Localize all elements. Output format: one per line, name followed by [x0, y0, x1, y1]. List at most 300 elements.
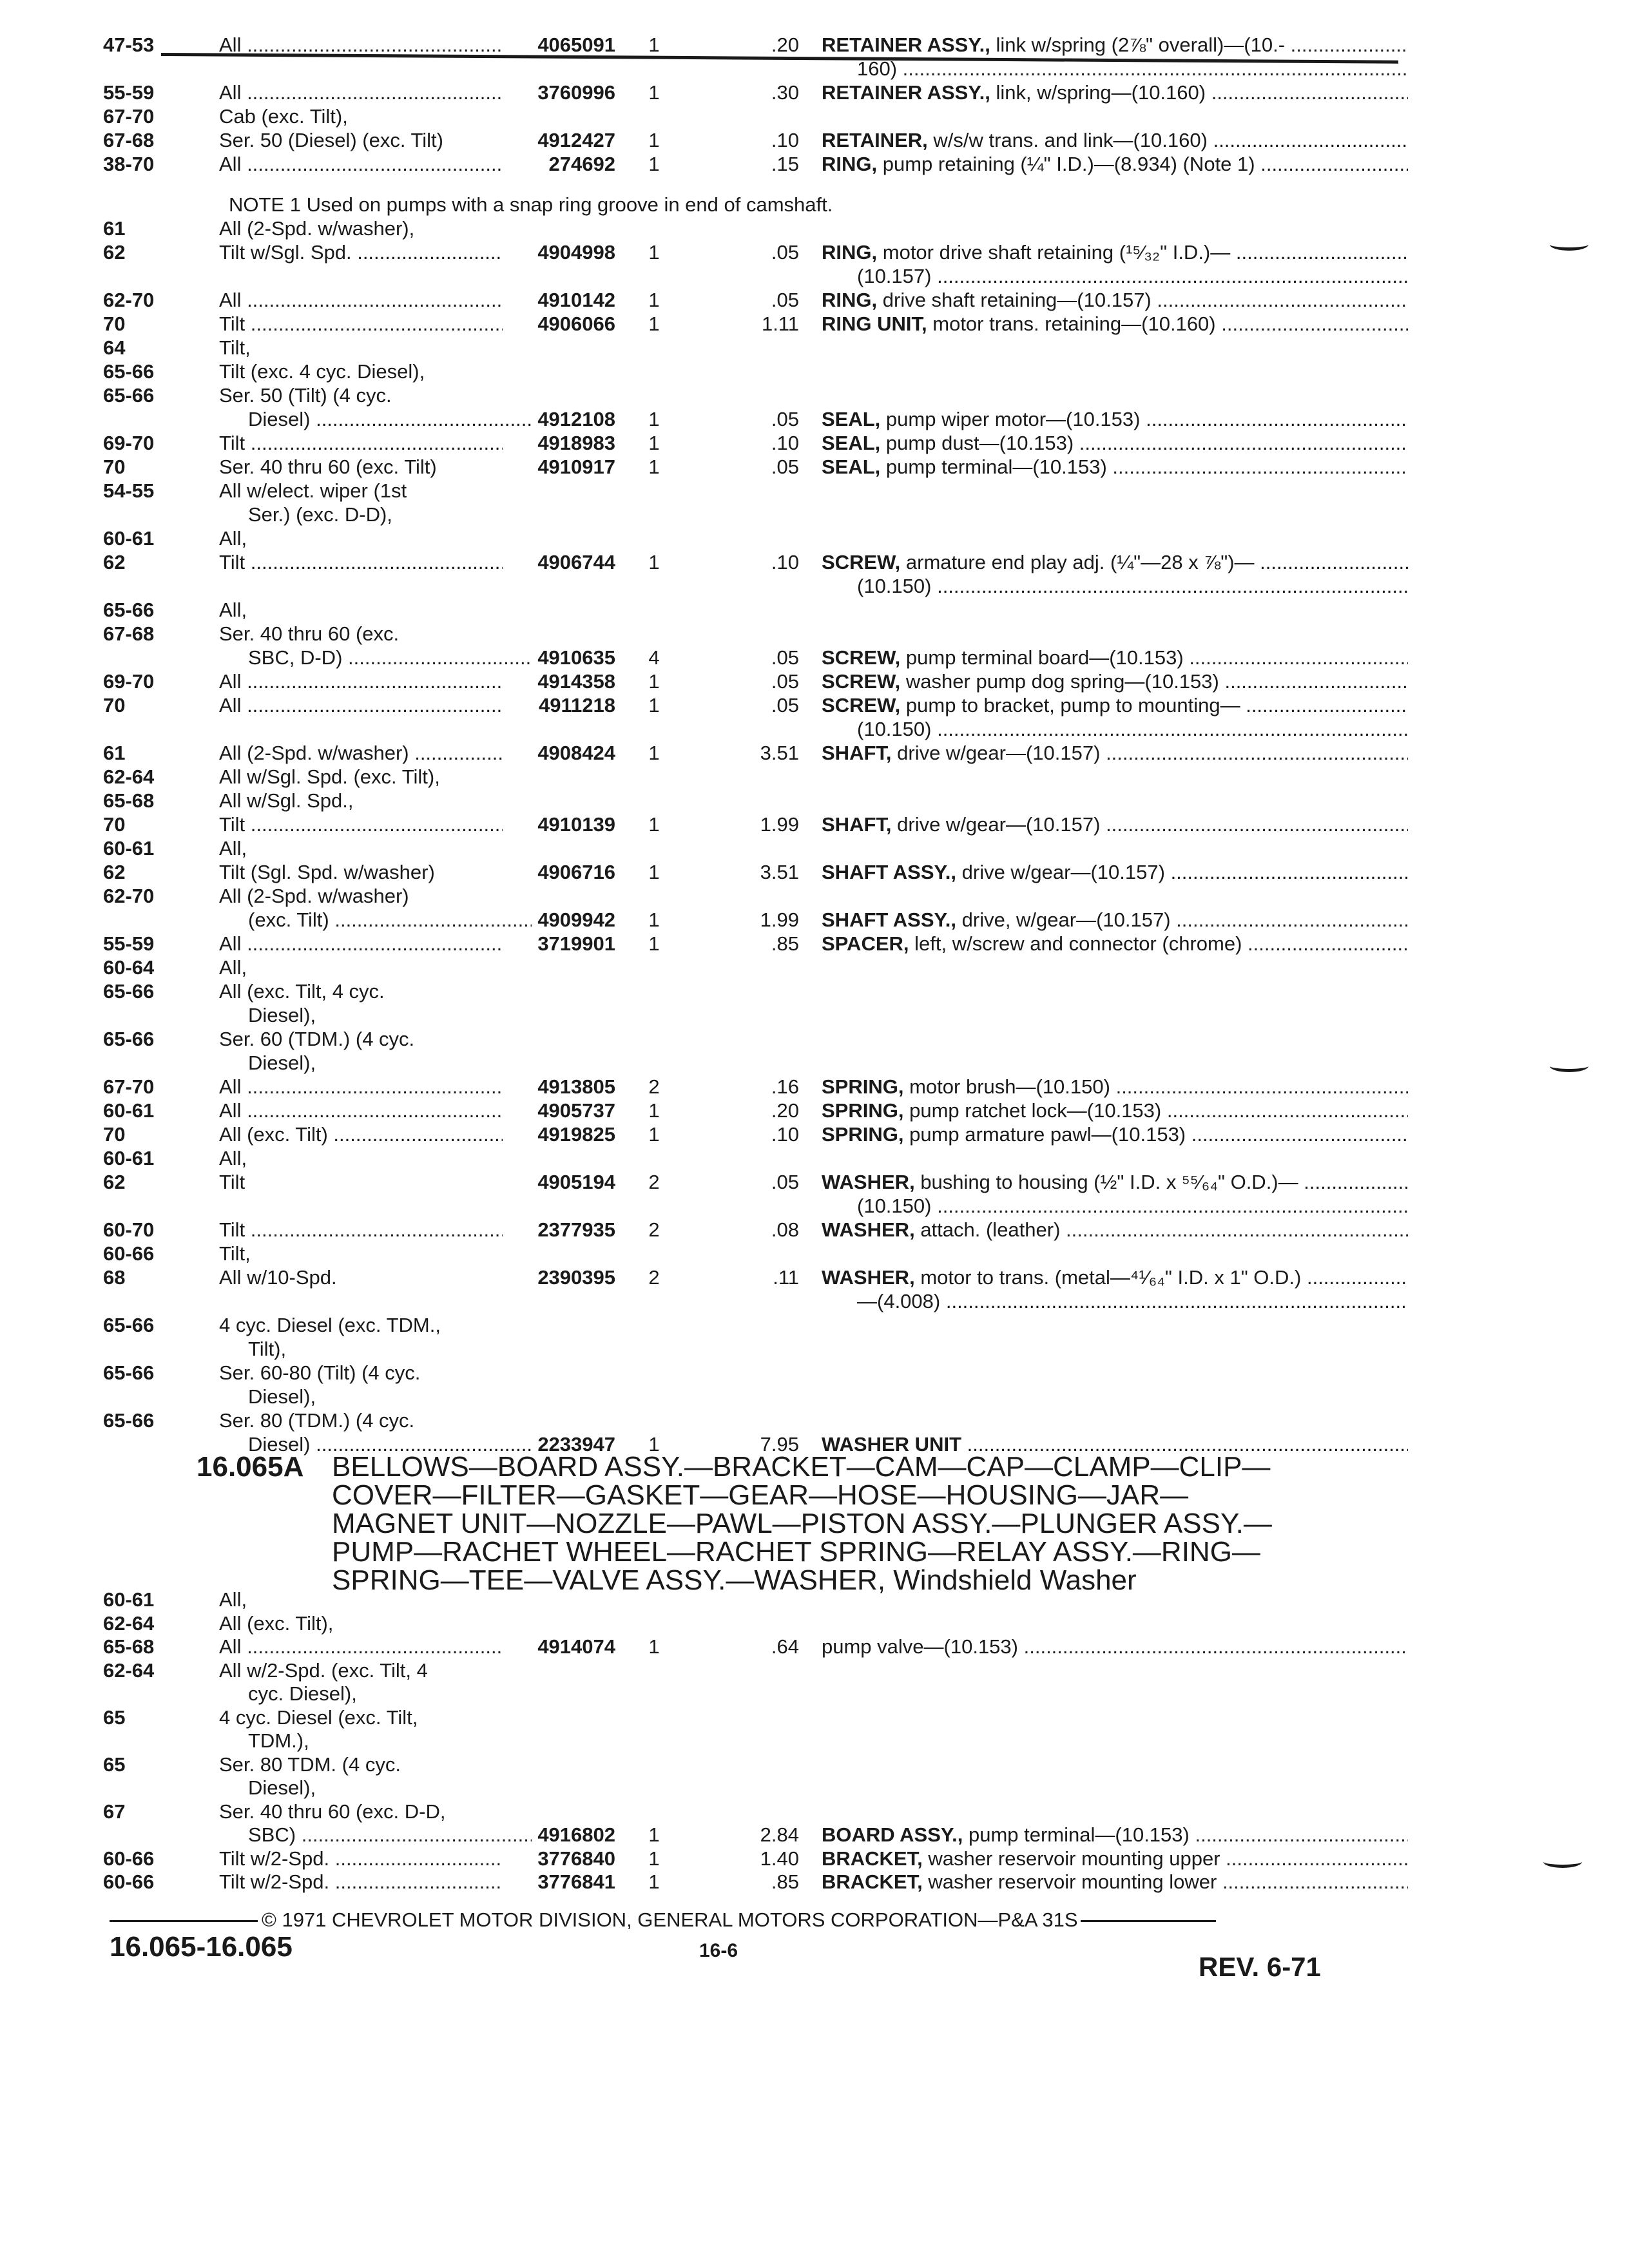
group-title-line: SPRING—TEE—VALVE ASSY.—WASHER, Windshield Washer — [332, 1564, 1137, 1596]
table-row — [0, 57, 1629, 81]
model-years: 65-66 — [103, 599, 155, 621]
model-years: 60-64 — [103, 956, 155, 979]
list-price: .05 — [771, 646, 799, 669]
application-description: All w/Sgl. Spd., — [219, 789, 354, 812]
part-number: 2390395 — [537, 1266, 615, 1289]
table-row — [0, 980, 1629, 1003]
list-price: .10 — [771, 1123, 799, 1146]
table-row — [0, 1385, 1629, 1408]
part-detail: link, w/spring—(10.160) — [996, 81, 1206, 104]
quantity: 1 — [648, 432, 660, 454]
part-name: BRACKET, — [822, 1847, 923, 1870]
application-description: Diesel), — [248, 1776, 316, 1799]
table-row — [0, 1800, 1629, 1823]
model-years: 54-55 — [103, 479, 155, 502]
application-description: Diesel), — [248, 1052, 316, 1074]
part-number: 4910917 — [537, 456, 615, 478]
table-row — [0, 1028, 1629, 1051]
model-years: 70 — [103, 312, 126, 335]
application-description: 4 cyc. Diesel (exc. Tilt, — [219, 1706, 418, 1729]
model-years: 62 — [103, 241, 126, 264]
part-detail: drive shaft retaining—(10.157) — [882, 289, 1152, 311]
part-description — [822, 861, 1408, 884]
application-description: Tilt, — [219, 336, 251, 359]
application-description: Tilt ..... — [219, 432, 503, 455]
application-description: Diesel), — [248, 1385, 316, 1408]
part-description — [822, 932, 1408, 956]
table-row — [0, 765, 1629, 789]
table-row — [0, 908, 1629, 932]
table-row — [0, 1099, 1629, 1122]
application-description: Tilt (Sgl. Spd. w/washer) — [219, 861, 435, 883]
part-detail: pump wiper motor—(10.153) — [885, 408, 1141, 430]
table-row — [0, 312, 1629, 336]
footer-rule-left — [110, 1920, 258, 1922]
part-number: 3760996 — [537, 81, 615, 104]
list-price: .05 — [771, 694, 799, 716]
part-name: SCREW, — [822, 694, 901, 716]
model-years: 60-61 — [103, 1588, 155, 1611]
part-name: SHAFT ASSY., — [822, 861, 956, 883]
application-description: All ..... — [219, 932, 503, 956]
application-description: Ser. 60 (TDM.) (4 cyc. — [219, 1028, 415, 1050]
part-detail: drive w/gear—(10.157) — [897, 742, 1101, 764]
quantity: 1 — [648, 694, 660, 716]
part-description — [822, 1075, 1408, 1099]
part-number: 4909942 — [537, 908, 615, 931]
application-description: All ..... — [219, 1075, 503, 1099]
application-description: SBC, D-D) ..... — [248, 646, 532, 669]
table-row — [0, 129, 1629, 152]
quantity: 4 — [648, 646, 660, 669]
table-row — [0, 456, 1629, 479]
model-years: 60-70 — [103, 1218, 155, 1241]
part-description — [822, 1635, 1408, 1658]
application-description: All, — [219, 527, 247, 550]
model-years: 60-61 — [103, 1147, 155, 1169]
part-detail: drive w/gear—(10.157) — [897, 813, 1101, 836]
part-number: 2377935 — [537, 1218, 615, 1241]
model-years: 62 — [103, 861, 126, 883]
part-detail: pump terminal board—(10.153) — [905, 646, 1184, 669]
table-row — [0, 105, 1629, 128]
part-number: 4914074 — [537, 1635, 615, 1658]
table-row — [0, 885, 1629, 908]
table-row — [0, 789, 1629, 812]
table-row — [0, 1706, 1629, 1729]
table-row — [0, 81, 1629, 104]
part-description — [822, 742, 1408, 765]
quantity: 1 — [648, 670, 660, 693]
model-years: 47-53 — [103, 34, 155, 56]
part-description-continued: 160) ..... — [857, 57, 1408, 81]
part-number: 4906744 — [537, 551, 615, 573]
application-description: All ..... — [219, 1635, 503, 1658]
application-description: Ser. 40 thru 60 (exc. D-D, — [219, 1800, 446, 1823]
binder-mark-icon — [1550, 1060, 1588, 1073]
table-row — [0, 432, 1629, 455]
table-row — [0, 527, 1629, 550]
list-price: 3.51 — [760, 861, 799, 883]
part-name: WASHER, — [822, 1266, 915, 1289]
model-years: 67-68 — [103, 129, 155, 151]
table-row — [0, 646, 1629, 669]
part-name: WASHER, — [822, 1171, 915, 1193]
quantity: 1 — [648, 1870, 660, 1893]
application-description: SBC) ..... — [248, 1823, 532, 1847]
application-description: All, — [219, 1147, 247, 1169]
table-row — [0, 384, 1629, 407]
table-row — [0, 694, 1629, 717]
list-price: .15 — [771, 153, 799, 175]
part-detail: pump dust—(10.153) — [885, 432, 1074, 454]
model-years: 68 — [103, 1266, 126, 1289]
model-years: 65-66 — [103, 1361, 155, 1384]
part-name: RETAINER ASSY., — [822, 81, 990, 104]
part-detail: drive w/gear—(10.157) — [961, 861, 1165, 883]
part-number: 4912108 — [537, 408, 615, 430]
part-number: 4910142 — [537, 289, 615, 311]
list-price: 1.99 — [760, 908, 799, 931]
table-row — [0, 1147, 1629, 1170]
part-description — [822, 1099, 1408, 1122]
part-detail: washer reservoir mounting lower — [928, 1870, 1217, 1893]
part-name: SHAFT, — [822, 813, 892, 836]
application-description: Tilt ..... — [219, 312, 503, 336]
quantity: 1 — [648, 932, 660, 955]
quantity: 1 — [648, 908, 660, 931]
part-name: SPRING, — [822, 1123, 904, 1146]
quantity: 1 — [648, 289, 660, 311]
part-number: 4905737 — [537, 1099, 615, 1122]
application-description: 4 cyc. Diesel (exc. TDM., — [219, 1314, 441, 1336]
table-row — [0, 551, 1629, 574]
footer-rule-right — [1081, 1920, 1216, 1922]
application-description: All, — [219, 837, 247, 860]
part-description — [822, 908, 1408, 932]
table-row — [0, 34, 1629, 57]
application-description: Ser. 50 (Diesel) (exc. Tilt) — [219, 129, 443, 151]
part-description-continued: (10.157) ..... — [857, 265, 1408, 288]
part-detail: motor to trans. (metal—⁴¹⁄₆₄" I.D. x 1" O.D.) — [920, 1266, 1302, 1289]
application-description: Ser. 50 (Tilt) (4 cyc. — [219, 384, 392, 407]
list-price: 1.99 — [760, 813, 799, 836]
application-description: All (2-Spd. w/washer), — [219, 217, 415, 240]
part-name: RING, — [822, 241, 878, 264]
application-description: Tilt w/Sgl. Spd. ..... — [219, 241, 503, 264]
model-years: 65-66 — [103, 360, 155, 383]
list-price: .20 — [771, 34, 799, 56]
part-name: WASHER, — [822, 1218, 915, 1241]
part-name: RETAINER ASSY., — [822, 34, 990, 56]
part-description — [822, 670, 1408, 693]
table-row — [0, 360, 1629, 383]
model-years: 70 — [103, 1123, 126, 1146]
table-row — [0, 1409, 1629, 1432]
application-description: Ser. 40 thru 60 (exc. Tilt) — [219, 456, 437, 478]
model-years: 67 — [103, 1800, 126, 1823]
table-row — [0, 289, 1629, 312]
table-row — [0, 1612, 1629, 1635]
part-detail: left, w/screw and connector (chrome) — [914, 932, 1242, 955]
part-name: SCREW, — [822, 670, 901, 693]
quantity: 1 — [648, 81, 660, 104]
footer-revision: REV. 6-71 — [1199, 1952, 1321, 1982]
quantity: 1 — [648, 312, 660, 335]
model-years: 60-66 — [103, 1847, 155, 1870]
table-row — [0, 1171, 1629, 1194]
part-name: RING UNIT, — [822, 312, 927, 335]
model-years: 65-66 — [103, 1314, 155, 1336]
application-description: cyc. Diesel), — [248, 1682, 357, 1705]
part-number: 4904998 — [537, 241, 615, 264]
model-years: 60-61 — [103, 1099, 155, 1122]
part-name: SPACER, — [822, 932, 909, 955]
part-number: 4913805 — [537, 1075, 615, 1098]
model-years: 65-68 — [103, 789, 155, 812]
note-1 — [0, 193, 1629, 216]
part-name: BRACKET, — [822, 1870, 923, 1893]
table-row — [0, 217, 1629, 240]
table-row — [0, 1682, 1629, 1706]
group-title-line: MAGNET UNIT—NOZZLE—PAWL—PISTON ASSY.—PLUNGER ASSY.— — [332, 1508, 1272, 1539]
quantity: 1 — [648, 408, 660, 430]
part-number: 3719901 — [537, 932, 615, 955]
list-price: .05 — [771, 241, 799, 264]
application-description: (exc. Tilt) ..... — [248, 908, 532, 932]
list-price: .11 — [773, 1266, 799, 1289]
application-description: All ..... — [219, 81, 503, 104]
table-row — [0, 1338, 1629, 1361]
quantity: 1 — [648, 241, 660, 264]
quantity: 1 — [648, 153, 660, 175]
part-name: RING, — [822, 153, 878, 175]
application-description: All (exc. Tilt) ..... — [219, 1123, 503, 1146]
part-description — [822, 813, 1408, 836]
model-years: 65-66 — [103, 1409, 155, 1432]
part-detail: pump armature pawl—(10.153) — [909, 1123, 1186, 1146]
table-row — [0, 1123, 1629, 1146]
table-row — [0, 1870, 1629, 1894]
part-number: 2233947 — [537, 1433, 615, 1456]
model-years: 62 — [103, 551, 126, 573]
table-row — [0, 1075, 1629, 1099]
list-price: .85 — [771, 932, 799, 955]
table-row — [0, 932, 1629, 956]
table-row — [0, 599, 1629, 622]
part-number: 4916802 — [537, 1823, 615, 1846]
application-description: All (2-Spd. w/washer) — [219, 885, 409, 907]
application-description: TDM.), — [248, 1729, 309, 1752]
part-name: SHAFT, — [822, 742, 892, 764]
application-description: All ..... — [219, 289, 503, 312]
table-row — [0, 241, 1629, 264]
table-row — [0, 813, 1629, 836]
part-name: SPRING, — [822, 1075, 904, 1098]
part-number: 3776840 — [537, 1847, 615, 1870]
model-years: 55-59 — [103, 932, 155, 955]
application-description: All ..... — [219, 153, 503, 176]
table-row — [0, 265, 1629, 288]
model-years: 67-70 — [103, 105, 155, 128]
application-description: Tilt w/2-Spd. ..... — [219, 1847, 503, 1870]
table-row — [0, 1635, 1629, 1658]
application-description: Diesel) ..... — [248, 1433, 532, 1456]
quantity: 1 — [648, 861, 660, 883]
application-description: Ser. 60-80 (Tilt) (4 cyc. — [219, 1361, 421, 1384]
application-description: All (exc. Tilt), — [219, 1611, 334, 1635]
part-name: SEAL, — [822, 432, 881, 454]
table-row — [0, 336, 1629, 360]
part-description — [822, 312, 1408, 336]
quantity: 2 — [648, 1075, 660, 1098]
application-description: All ..... — [219, 1099, 503, 1122]
list-price: .20 — [771, 1099, 799, 1122]
application-description: All ..... — [219, 34, 503, 57]
list-price: .30 — [771, 81, 799, 104]
part-description — [822, 153, 1408, 176]
application-description: Tilt ..... — [219, 813, 503, 836]
part-description — [822, 646, 1408, 669]
part-description-continued: (10.150) ..... — [857, 575, 1408, 598]
model-years: 60-66 — [103, 1870, 155, 1893]
part-name: RETAINER, — [822, 129, 928, 151]
part-name: WASHER UNIT — [822, 1433, 961, 1456]
group-title-line: BELLOWS—BOARD ASSY.—BRACKET—CAM—CAP—CLAMP—CLIP— — [332, 1451, 1271, 1483]
part-detail: motor drive shaft retaining (¹⁵⁄₃₂" I.D.)— — [882, 241, 1231, 264]
part-detail: washer reservoir mounting upper — [928, 1847, 1220, 1870]
list-price: .05 — [771, 1171, 799, 1193]
model-years: 69-70 — [103, 432, 155, 454]
part-description — [822, 1823, 1408, 1847]
model-years: 61 — [103, 217, 126, 240]
part-description-continued: (10.150) ..... — [857, 1195, 1408, 1218]
group-code: 16.065A — [197, 1451, 304, 1483]
application-description: Tilt (exc. 4 cyc. Diesel), — [219, 360, 425, 383]
part-description — [822, 1870, 1408, 1894]
part-name: RING, — [822, 289, 878, 311]
quantity: 1 — [648, 1635, 660, 1658]
model-years: 69-70 — [103, 670, 155, 693]
part-description — [822, 551, 1408, 574]
part-name: SPRING, — [822, 1099, 904, 1122]
note-text: NOTE 1 Used on pumps with a snap ring groove in end of camshaft. — [229, 193, 833, 216]
quantity: 2 — [648, 1171, 660, 1193]
part-name: SEAL, — [822, 408, 881, 430]
part-number: 4914358 — [537, 670, 615, 693]
table-row — [0, 837, 1629, 860]
application-description: Tilt), — [248, 1338, 287, 1360]
table-row — [0, 153, 1629, 176]
part-detail: washer pump dog spring—(10.153) — [905, 670, 1219, 693]
part-name: SCREW, — [822, 646, 901, 669]
application-description: All (exc. Tilt, 4 cyc. — [219, 980, 385, 1003]
table-row — [0, 1729, 1629, 1753]
application-description: All (2-Spd. w/washer) ..... — [219, 742, 503, 765]
model-years: 60-66 — [103, 1242, 155, 1265]
part-detail: armature end play adj. (¼"—28 x ⅞")— — [905, 551, 1255, 573]
table-row — [0, 1361, 1629, 1385]
model-years: 65-66 — [103, 1028, 155, 1050]
part-description — [822, 34, 1408, 57]
list-price: 3.51 — [760, 742, 799, 764]
quantity: 1 — [648, 1433, 660, 1456]
part-number: 4910139 — [537, 813, 615, 836]
table-row — [0, 1195, 1629, 1218]
model-years: 65-68 — [103, 1635, 155, 1658]
table-row — [0, 1659, 1629, 1682]
quantity: 1 — [648, 1847, 660, 1870]
table-row — [0, 1266, 1629, 1289]
application-description: All w/10-Spd. — [219, 1266, 337, 1289]
part-description — [822, 1123, 1408, 1146]
part-number: 4908424 — [537, 742, 615, 764]
quantity: 1 — [648, 129, 660, 151]
application-description: Tilt — [219, 1171, 246, 1193]
part-description — [822, 1171, 1408, 1194]
list-price: 1.11 — [761, 312, 799, 335]
table-row — [0, 503, 1629, 526]
part-description — [822, 456, 1408, 479]
table-row — [0, 861, 1629, 884]
footer-section-number: 16.065-16.065 — [110, 1931, 293, 1963]
model-years: 65 — [103, 1706, 126, 1729]
list-price: .16 — [771, 1075, 799, 1098]
application-description: Ser. 40 thru 60 (exc. — [219, 622, 400, 645]
application-description: Ser. 80 TDM. (4 cyc. — [219, 1753, 401, 1776]
part-name: SHAFT ASSY., — [822, 908, 956, 931]
table-row — [0, 1314, 1629, 1337]
application-description: Tilt ..... — [219, 1218, 503, 1242]
table-row — [0, 1776, 1629, 1800]
part-description-continued: —(4.008) ..... — [857, 1290, 1408, 1313]
list-price: .05 — [771, 456, 799, 478]
list-price: 7.95 — [760, 1433, 799, 1456]
table-row — [0, 1004, 1629, 1027]
list-price: 1.40 — [760, 1847, 799, 1870]
application-description: All, — [219, 599, 247, 621]
part-number: 4906066 — [537, 312, 615, 335]
part-name: BOARD ASSY., — [822, 1823, 963, 1846]
part-number: 4918983 — [537, 432, 615, 454]
model-years: 65 — [103, 1753, 126, 1776]
model-years: 67-68 — [103, 622, 155, 645]
part-description — [822, 1218, 1408, 1242]
quantity: 1 — [648, 34, 660, 56]
part-name: SEAL, — [822, 456, 881, 478]
part-detail: pump valve—(10.153) — [822, 1635, 1018, 1658]
part-description — [822, 129, 1408, 152]
part-number: 4906716 — [537, 861, 615, 883]
quantity: 1 — [648, 456, 660, 478]
list-price: .05 — [771, 408, 799, 430]
model-years: 64 — [103, 336, 126, 359]
application-description: All w/2-Spd. (exc. Tilt, 4 — [219, 1658, 428, 1682]
model-years: 60-61 — [103, 837, 155, 860]
quantity: 1 — [648, 742, 660, 764]
application-description: Diesel), — [248, 1004, 316, 1026]
part-detail: motor trans. retaining—(10.160) — [932, 312, 1216, 335]
list-price: 2.84 — [760, 1823, 799, 1846]
model-years: 70 — [103, 456, 126, 478]
part-number: 4912427 — [537, 129, 615, 151]
application-description: Cab (exc. Tilt), — [219, 105, 348, 128]
table-row — [0, 1242, 1629, 1265]
part-detail: pump to bracket, pump to mounting— — [905, 694, 1240, 716]
part-detail: pump terminal—(10.153) — [968, 1823, 1190, 1846]
quantity: 1 — [648, 1123, 660, 1146]
quantity: 1 — [648, 1099, 660, 1122]
